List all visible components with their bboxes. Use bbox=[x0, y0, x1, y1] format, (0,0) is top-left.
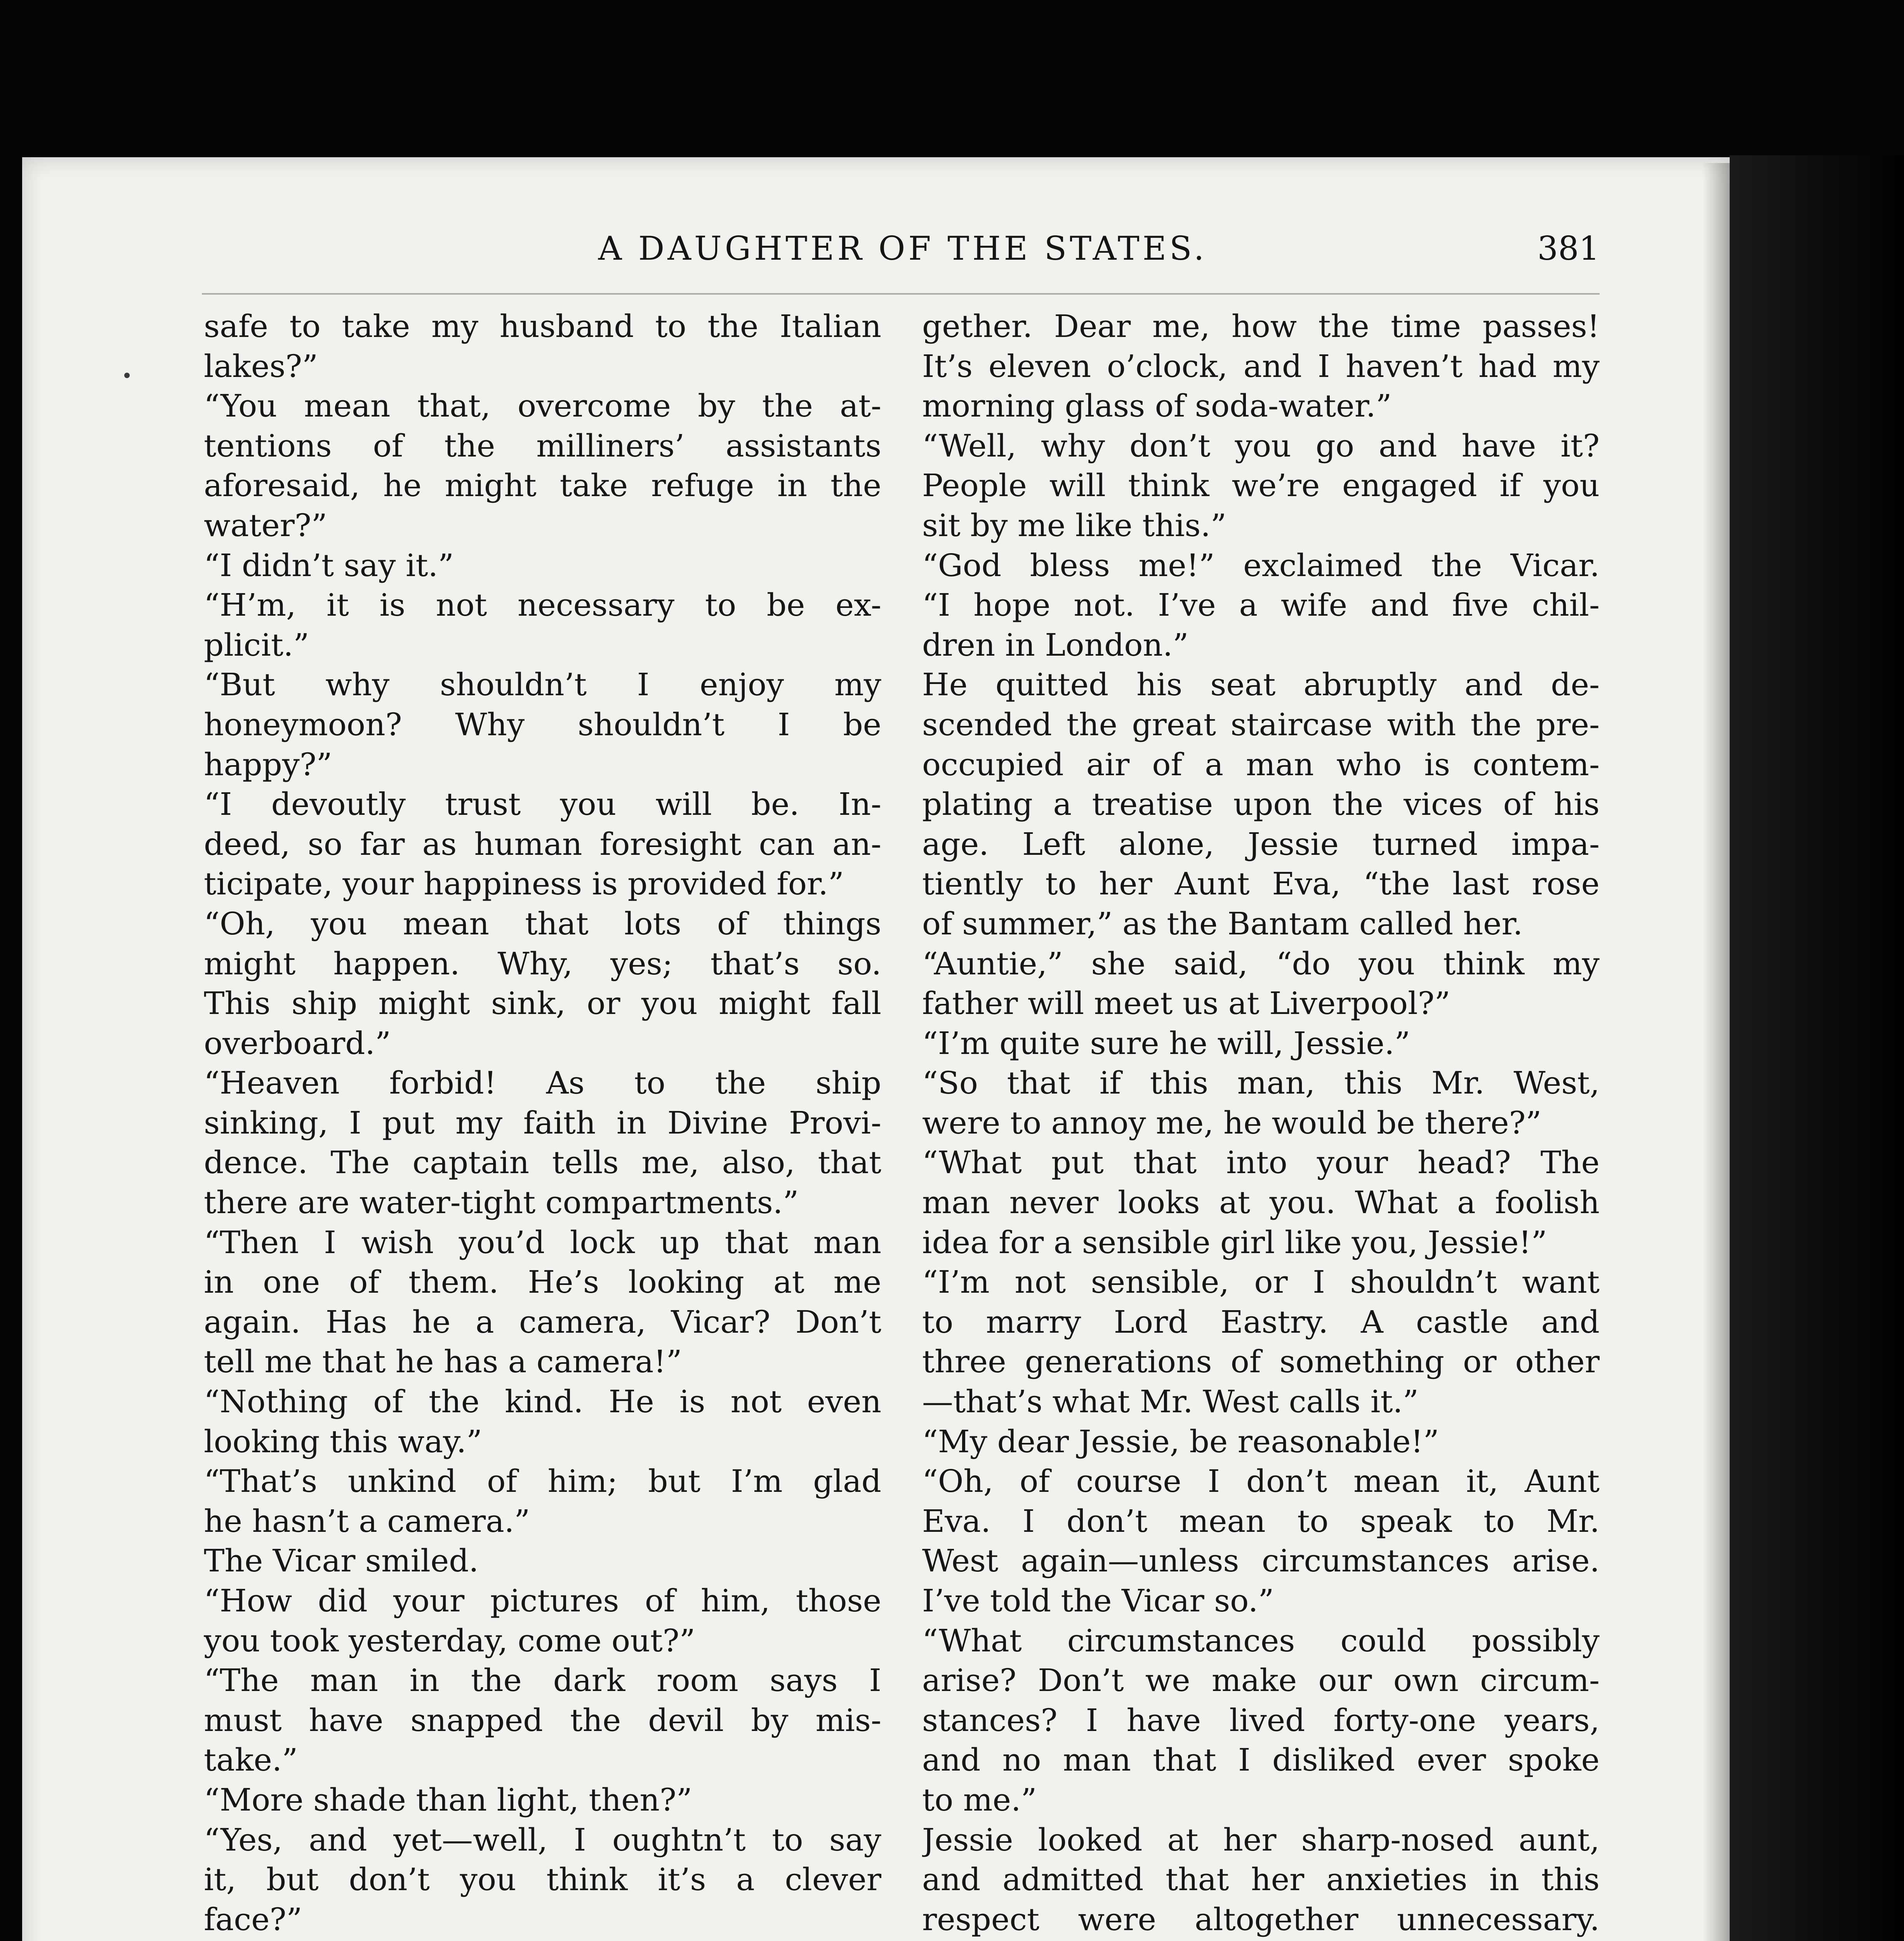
text-line: lakes?” bbox=[204, 348, 318, 384]
text-line: water?” bbox=[204, 507, 327, 543]
text-line: “What circumstances could possibly bbox=[922, 1622, 1600, 1659]
text-line bbox=[204, 1939, 881, 1941]
page-number: 381 bbox=[1537, 229, 1600, 267]
text-line: “But why shouldn’t I enjoy my bbox=[204, 667, 881, 703]
text-line: Jessie looked at her sharp-nosed aunt, bbox=[922, 1821, 1600, 1858]
text-line: “Well, why don’t you go and have it? bbox=[922, 427, 1600, 464]
text-line: “That’s unkind of him; but I’m glad bbox=[204, 1463, 881, 1500]
text-line: This ship might sink, or you might fall bbox=[204, 985, 881, 1022]
right-text-column bbox=[922, 307, 1600, 1941]
text-line: idea for a sensible girl like you, Jessie!” bbox=[922, 1224, 1547, 1260]
text-line: “I didn’t say it.” bbox=[204, 547, 454, 583]
text-line: you took yesterday, come out?” bbox=[204, 1622, 695, 1659]
text-line: sinking, I put my faith in Divine Provi- bbox=[204, 1104, 881, 1141]
text-line: “Nothing of the kind. He is not even bbox=[204, 1384, 881, 1420]
text-line: “More shade than light, then?” bbox=[204, 1781, 692, 1818]
text-line: ticipate, your happiness is provided for.” bbox=[204, 866, 844, 902]
text-line: plicit.” bbox=[204, 627, 309, 663]
text-line: stances? I have lived forty-one years, bbox=[922, 1702, 1600, 1738]
text-line: “Then I wish you’d lock up that man bbox=[204, 1224, 881, 1260]
text-line: “I devoutly trust you will be. In- bbox=[204, 786, 881, 823]
text-line: —that’s what Mr. West calls it.” bbox=[922, 1384, 1419, 1420]
text-line: take.” bbox=[204, 1742, 298, 1778]
text-line: to marry Lord Eastry. A castle and bbox=[922, 1304, 1600, 1340]
text-line: dence. The captain tells me, also, that bbox=[204, 1144, 881, 1181]
text-line: and admitted that her anxieties in this bbox=[922, 1861, 1600, 1898]
text-line: He quitted his seat abruptly and de- bbox=[922, 667, 1600, 703]
text-line: face?” bbox=[204, 1901, 302, 1938]
scanner-background bbox=[1730, 155, 1904, 1941]
text-line: “I’m quite sure he will, Jessie.” bbox=[922, 1025, 1411, 1061]
text-line: three generations of something or other bbox=[922, 1344, 1600, 1380]
text-line: deed, so far as human foresight can an- bbox=[204, 826, 881, 862]
text-line: Eva. I don’t mean to speak to Mr. bbox=[922, 1503, 1600, 1539]
text-line: he hasn’t a camera.” bbox=[204, 1503, 530, 1539]
text-line: “Oh, of course I don’t mean it, Aunt bbox=[922, 1463, 1600, 1500]
page-edge-shadow bbox=[1702, 163, 1730, 1941]
text-line: man never looks at you. What a foolish bbox=[922, 1184, 1600, 1221]
text-line: It’s eleven o’clock, and I haven’t had my bbox=[922, 348, 1600, 384]
text-line: in one of them. He’s looking at me bbox=[204, 1264, 881, 1300]
text-line: occupied air of a man who is contem- bbox=[922, 746, 1600, 783]
text-line: aforesaid, he might take refuge in the bbox=[204, 467, 881, 504]
text-line: “You mean that, overcome by the at- bbox=[204, 388, 881, 424]
header-rule bbox=[202, 293, 1600, 295]
text-line: were to annoy me, he would be there?” bbox=[922, 1104, 1542, 1141]
text-line: father will meet us at Liverpool?” bbox=[922, 985, 1451, 1022]
text-line: gether. Dear me, how the time passes! bbox=[922, 308, 1600, 344]
text-line: dren in London.” bbox=[922, 627, 1189, 663]
text-line: West again—unless circumstances arise. bbox=[922, 1543, 1600, 1579]
text-line: “I hope not. I’ve a wife and five chil- bbox=[922, 587, 1600, 623]
text-line: respect were altogether unnecessary. bbox=[922, 1901, 1600, 1938]
text-line: “Auntie,” she said, “do you think my bbox=[922, 945, 1600, 982]
text-line: “The man in the dark room says I bbox=[204, 1662, 881, 1699]
left-text-column bbox=[204, 307, 881, 1941]
text-line: of summer,” as the Bantam called her. bbox=[922, 905, 1523, 942]
text-line: “Oh, you mean that lots of things bbox=[204, 905, 881, 942]
text-line: must have snapped the devil by mis- bbox=[204, 1702, 881, 1738]
text-line: there are water-tight compartments.” bbox=[204, 1184, 799, 1221]
text-line: again. Has he a camera, Vicar? Don’t bbox=[204, 1304, 881, 1340]
text-line: The Vicar smiled. bbox=[204, 1543, 479, 1579]
text-line: it, but don’t you think it’s a clever bbox=[204, 1861, 881, 1898]
text-line: plating a treatise upon the vices of his bbox=[922, 786, 1600, 823]
running-title: A DAUGHTER OF THE STATES. bbox=[598, 229, 1207, 267]
text-line: might happen. Why, yes; that’s so. bbox=[204, 945, 881, 982]
text-line: age. Left alone, Jessie turned impa- bbox=[922, 826, 1600, 862]
text-line: “So that if this man, this Mr. West, bbox=[922, 1065, 1600, 1101]
text-line: tiently to her Aunt Eva, “the last rose bbox=[922, 866, 1600, 902]
text-line: “H’m, it is not necessary to be ex- bbox=[204, 587, 881, 623]
text-line: and no man that I disliked ever spoke bbox=[922, 1742, 1600, 1778]
margin-speck bbox=[124, 373, 130, 378]
text-line: “How did your pictures of him, those bbox=[204, 1583, 881, 1619]
text-line: safe to take my husband to the Italian bbox=[204, 308, 881, 344]
text-line: “God bless me!” exclaimed the Vicar. bbox=[922, 547, 1600, 583]
text-line: overboard.” bbox=[204, 1025, 391, 1061]
text-line: to me.” bbox=[922, 1781, 1037, 1818]
text-line: sit by me like this.” bbox=[922, 507, 1226, 543]
text-line: “I’m not sensible, or I shouldn’t want bbox=[922, 1264, 1600, 1300]
text-line: “What put that into your head? The bbox=[922, 1144, 1600, 1181]
text-line: morning glass of soda-water.” bbox=[922, 388, 1392, 424]
page-header bbox=[206, 227, 1600, 270]
text-line: tell me that he has a camera!” bbox=[204, 1344, 682, 1380]
text-line: happy?” bbox=[204, 746, 332, 783]
text-line: People will think we’re engaged if you bbox=[922, 467, 1600, 504]
text-line: scended the great staircase with the pre- bbox=[922, 706, 1600, 743]
text-line: arise? Don’t we make our own circum- bbox=[922, 1662, 1600, 1699]
text-line: “Heaven forbid! As to the ship bbox=[204, 1065, 881, 1101]
text-line: honeymoon? Why shouldn’t I be bbox=[204, 706, 881, 743]
text-line: “My dear Jessie, be reasonable!” bbox=[922, 1423, 1439, 1460]
text-line: tentions of the milliners’ assistants bbox=[204, 427, 881, 464]
text-line: looking this way.” bbox=[204, 1423, 482, 1460]
text-line: “Yes, and yet—well, I oughtn’t to say bbox=[204, 1821, 881, 1858]
text-line: I’ve told the Vicar so.” bbox=[922, 1583, 1274, 1619]
text-line bbox=[922, 1939, 1600, 1941]
